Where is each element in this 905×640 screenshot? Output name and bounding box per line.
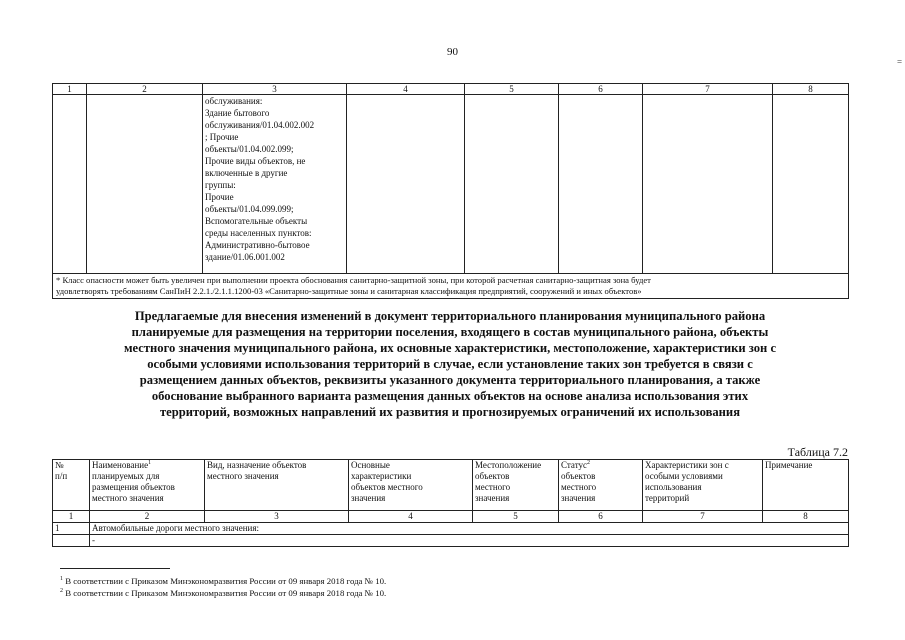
cell-line: ; Прочие [205, 132, 239, 142]
cell-line: Прочие виды объектов, не [205, 156, 306, 166]
object-types-cell [203, 95, 347, 274]
header-line: Наименование$^1$ [92, 460, 152, 470]
table-cell [773, 95, 849, 274]
footnote-mark: 2 [60, 588, 63, 595]
continued-table [52, 83, 849, 299]
column-number: 1 [53, 84, 87, 95]
heading-line: местного значения муниципального района, их основные характеристики, местоположение, характеристики зон с [123, 341, 777, 355]
cell-line: группы: [205, 180, 236, 190]
header-line: местного [475, 482, 511, 492]
table-cell [53, 95, 87, 274]
header-line: объектов [475, 471, 510, 481]
header-status [559, 460, 643, 511]
column-number: 8 [773, 84, 849, 95]
header-line: местного значения [207, 471, 279, 481]
cell-line: обслуживания: [205, 96, 263, 106]
table-row [53, 95, 849, 274]
header-line: № [55, 460, 64, 470]
footnote-ref: 2 [587, 460, 590, 466]
column-number: 8 [763, 511, 849, 523]
row-placeholder: - [90, 535, 849, 547]
footnote-text: В соответствии с Приказом Минэкономразвития России от 09 января 2018 года № 10. [63, 576, 387, 586]
cell-line: Вспомогательные объекты [205, 216, 308, 226]
cell-line: среды населенных пунктов: [205, 228, 312, 238]
footnote [60, 588, 386, 598]
column-number: 6 [559, 511, 643, 523]
column-number: 2 [87, 84, 203, 95]
table-cell [559, 95, 643, 274]
column-number: 5 [465, 84, 559, 95]
note-line: * Класс опасности может быть увеличен при выполнении проекта обоснования санитарно-защитной зоны, при которой расчетная санитарно-защитная зона будет [56, 275, 651, 285]
heading-line: особыми условиями использования территорий в случае, если установление таких зон требуется в связи с [147, 357, 753, 371]
cell-line: здание/01.06.001.002 [205, 252, 285, 262]
table-note-row [53, 274, 849, 299]
table-7-2 [52, 459, 849, 547]
column-number: 7 [643, 511, 763, 523]
header-line: местного значения [92, 493, 164, 503]
table-cell [643, 95, 773, 274]
note-line: удовлетворять требованиям СанПиН 2.2.1./2.1.1.1200-03 «Санитарно-защитные зоны и санитарная классификация предприятий, сооружений и иных объектов» [56, 286, 642, 296]
header-line: особыми условиями [645, 471, 723, 481]
edge-mark: = [897, 57, 903, 67]
header-zones [643, 460, 763, 511]
header-line: территорий [645, 493, 690, 503]
page-number: 90 [447, 46, 458, 58]
heading-line: размещением данных объектов, реквизиты указанного документа территориального планирования, а также [139, 373, 761, 387]
table-note [53, 274, 849, 299]
header-note [763, 460, 849, 511]
table-cell [465, 95, 559, 274]
column-number: 5 [473, 511, 559, 523]
header-line: размещения объектов [92, 482, 175, 492]
header-line: Статус$^2$ [561, 460, 590, 470]
column-numbers-row [53, 511, 849, 523]
footnote-separator [60, 568, 170, 569]
column-numbers-row [53, 84, 849, 95]
header-line: объектов местного [351, 482, 423, 492]
cell-line: объекты/01.04.002.099; [205, 144, 294, 154]
section-heading [52, 308, 848, 420]
table-cell [87, 95, 203, 274]
cell-line: Здание бытового [205, 108, 270, 118]
row-section-title: Автомобильные дороги местного значения: [90, 523, 849, 535]
table-row [53, 523, 849, 535]
table-cell [347, 95, 465, 274]
header-line: планируемых для [92, 471, 160, 481]
header-line: Основные [351, 460, 390, 470]
header-line: значения [475, 493, 510, 503]
header-line: объектов [561, 471, 596, 481]
column-number: 3 [205, 511, 349, 523]
table-label: Таблица 7.2 [787, 445, 848, 459]
header-line: п/п [55, 471, 68, 481]
header-line: характеристики [351, 471, 412, 481]
cell-line: обслуживания/01.04.002.002 [205, 120, 315, 130]
heading-line: планируемые для размещения на территории поселения, входящего в состав муниципального района, объекты [131, 325, 769, 339]
header-line: местного [561, 482, 597, 492]
header-line: Местоположение [475, 460, 542, 470]
table-row [53, 535, 849, 547]
cell-line: Административно-бытовое [205, 240, 310, 250]
header-line: Характеристики зон с [645, 460, 729, 470]
header-line: значения [351, 493, 386, 503]
cell-line: включенные в другие [205, 168, 288, 178]
column-number: 4 [347, 84, 465, 95]
footnote [60, 576, 386, 586]
header-type [205, 460, 349, 511]
cell-line: объекты/01.04.099.099; [205, 204, 294, 214]
footnote-ref: 1 [148, 460, 152, 466]
header-line: использования [645, 482, 702, 492]
column-number: 7 [643, 84, 773, 95]
heading-line: обоснование выбранного варианта размещения данных объектов на основе анализа использования этих [151, 389, 749, 403]
header-name [90, 460, 205, 511]
row-number: 1 [53, 523, 90, 535]
column-number: 6 [559, 84, 643, 95]
table-cell [53, 535, 90, 547]
column-number: 2 [90, 511, 205, 523]
footnote-text: В соответствии с Приказом Минэкономразвития России от 09 января 2018 года № 10. [63, 588, 387, 598]
column-number: 1 [53, 511, 90, 523]
heading-line: Предлагаемые для внесения изменений в документ территориального планирования муниципального района [134, 309, 766, 323]
header-line: Примечание [765, 460, 813, 470]
footnote-mark: 1 [60, 576, 63, 583]
table-header-row [53, 460, 849, 511]
column-number: 4 [349, 511, 473, 523]
header-line: Вид, назначение объектов [207, 460, 307, 470]
header-characteristics [349, 460, 473, 511]
column-number: 3 [203, 84, 347, 95]
heading-line: территорий, возможных направлений их развития и прогнозируемых ограничений их использования [159, 405, 741, 419]
cell-line: Прочие [205, 192, 234, 202]
header-location [473, 460, 559, 511]
header-line: значения [561, 493, 596, 503]
header-number [53, 460, 90, 511]
